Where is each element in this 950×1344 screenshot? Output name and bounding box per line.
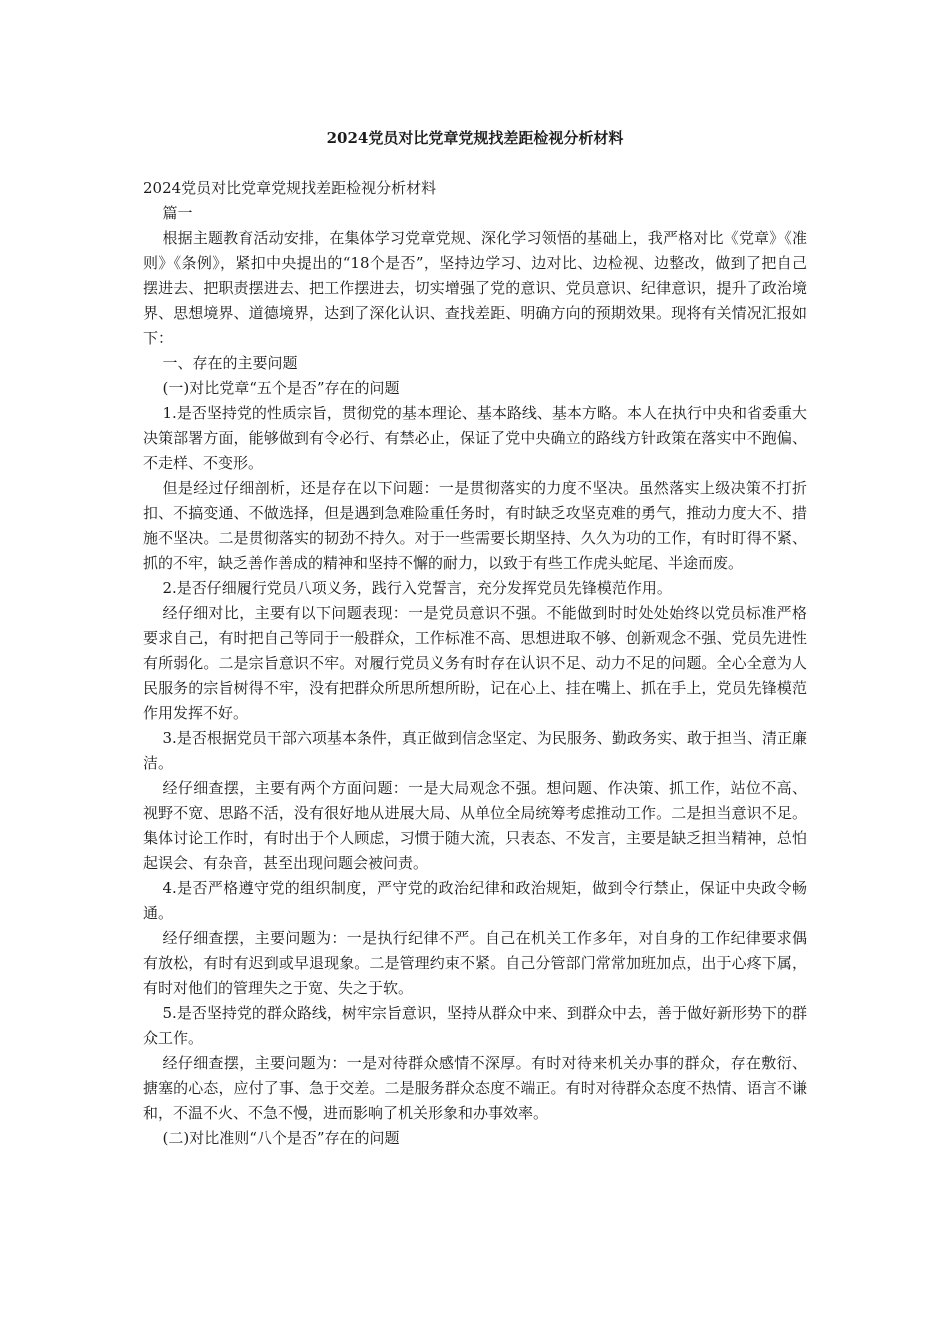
paragraph: 根据主题教育活动安排，在集体学习党章党规、深化学习领悟的基础上，我严格对比《党章》《准则》《条例》，紧扣中央提出的“18个是否”，坚持边学习、边对比、边检视、边整改，做到了把自己摆进去、把职责摆进去、把工作摆进去，切实增强了党的意识、党员意识、纪律意识，提升了政治境界、思想境界、道德境界，达到了深化认识、查找差距、明确方向的预期效果。现将有关情况汇报如下： (143, 229, 807, 347)
subsection-heading: (一)对比党章“五个是否”存在的问题 (162, 379, 400, 397)
subsection-heading: (二)对比准则“八个是否”存在的问题 (162, 1129, 400, 1147)
paragraph: 2024党员对比党章党规找差距检视分析材料 (143, 179, 437, 197)
paragraph: 5.是否坚持党的群众路线，树牢宗旨意识，坚持从群众中来、到群众中去，善于做好新形势下的群众工作。 (143, 1004, 807, 1047)
paragraph: 经仔细对比，主要有以下问题表现：一是党员意识不强。不能做到时时处处始终以党员标准严格要求自己，有时把自己等同于一般群众，工作标准不高、思想进取不够、创新观念不强、党员先进性有所弱化。二是宗旨意识不牢。对履行党员义务有时存在认识不足、动力不足的问题。全心全意为人民服务的宗旨树得不牢，没有把群众所思所想所盼，记在心上、挂在嘴上、抓在手上，党员先锋模范作用发挥不好。 (143, 604, 807, 722)
section-heading: 一、存在的主要问题 (162, 354, 298, 372)
document-title: 2024党员对比党章党规找差距检视分析材料 (326, 129, 624, 147)
paragraph: 1.是否坚持党的性质宗旨，贯彻党的基本理论、基本路线、基本方略。本人在执行中央和省委重大决策部署方面，能够做到有令必行、有禁必止，保证了党中央确立的路线方针政策在落实中不跑偏、不走样、不变形。 (143, 404, 807, 472)
paragraph: 经仔细查摆，主要问题为：一是执行纪律不严。自己在机关工作多年，对自身的工作纪律要求偶有放松，有时有迟到或早退现象。二是管理约束不紧。自己分管部门常常加班加点，出于心疼下属，有时对他们的管理失之于宽、失之于软。 (143, 929, 807, 997)
paragraph: 经仔细查摆，主要问题为：一是对待群众感情不深厚。有时对待来机关办事的群众，存在敷衍、搪塞的心态，应付了事、急于交差。二是服务群众态度不端正。有时对待群众态度不热情、语言不谦和，不温不火、不急不慢，进而影响了机关形象和办事效率。 (143, 1054, 807, 1122)
paragraph: 4.是否严格遵守党的组织制度，严守党的政治纪律和政治规矩，做到令行禁止，保证中央政令畅通。 (143, 879, 807, 922)
paragraph: 篇一 (162, 204, 193, 222)
paragraph: 3.是否根据党员干部六项基本条件，真正做到信念坚定、为民服务、勤政务实、敢于担当、清正廉洁。 (143, 729, 807, 772)
paragraph: 2.是否仔细履行党员八项义务，践行入党誓言，充分发挥党员先锋模范作用。 (162, 579, 672, 597)
document-body (143, 176, 807, 1151)
paragraph: 经仔细查摆，主要有两个方面问题：一是大局观念不强。想问题、作决策、抓工作，站位不高、视野不宽、思路不活，没有很好地从进展大局、从单位全局统筹考虑推动工作。二是担当意识不足。集体讨论工作时，有时出于个人顾虑，习惯于随大流，只表态、不发言，主要是缺乏担当精神，总怕起误会、有杂音，甚至出现问题会被问责。 (143, 779, 807, 872)
paragraph: 但是经过仔细剖析，还是存在以下问题：一是贯彻落实的力度不坚决。虽然落实上级决策不打折扣、不搞变通、不做选择，但是遇到急难险重任务时，有时缺乏攻坚克难的勇气，推动力度大不、措施不坚决。二是贯彻落实的韧劲不持久。对于一些需要长期坚持、久久为功的工作，有时盯得不紧、抓的不牢，缺乏善作善成的精神和坚持不懈的耐力，以致于有些工作虎头蛇尾、半途而废。 (143, 479, 807, 572)
